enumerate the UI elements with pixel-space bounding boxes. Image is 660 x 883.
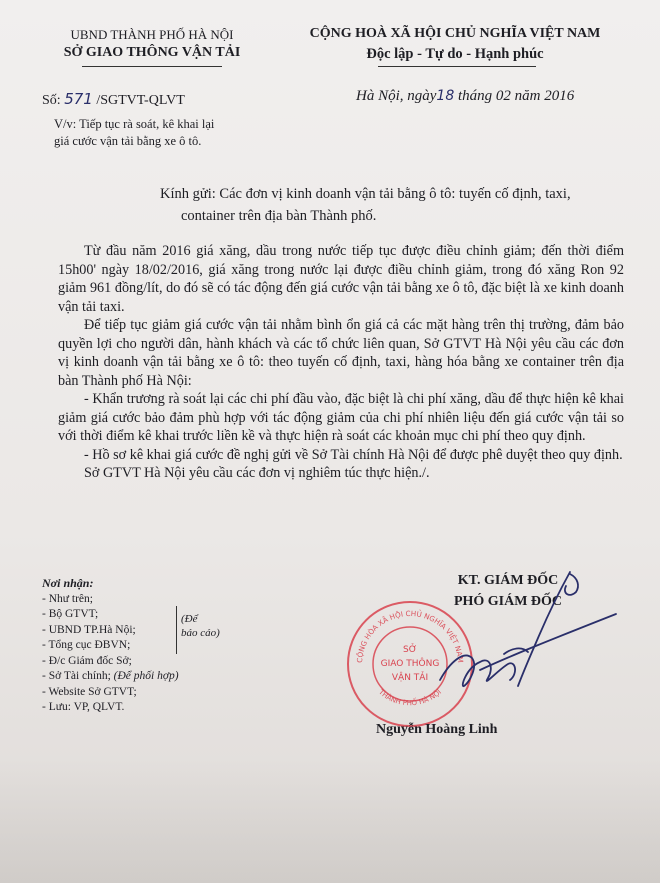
body-paragraph: - Khẩn trương rà soát lại các chi phí đầu vào, đặc biệt là chi phí xăng, dầu để thực hiện kê khai giảm giá cước bảo đảm phù hợp với tác động giảm của chi phí nhiên liệu đến giá cước vận tải so với thời điểm kê khai trước liền kề và thực hiện rà soát các khoản mục chi phí theo quy định. — [58, 391, 624, 444]
body-paragraph: Sở GTVT Hà Nội yêu cầu các đơn vị nghiêm túc thực hiện./. — [84, 465, 430, 481]
recipient-line-2: container trên địa bàn Thành phố. — [181, 208, 377, 224]
date-prefix: Hà Nội, ngày — [356, 88, 437, 104]
agency-name: SỞ GIAO THÔNG VẬN TẢI — [63, 45, 241, 60]
photo-shadow — [0, 760, 660, 883]
number-handwritten: 571 — [64, 90, 93, 108]
stamp-center-line-2: GIAO THÔNG — [380, 659, 440, 669]
issuing-agency — [42, 26, 262, 62]
report-note-line-1: (Để — [181, 613, 198, 625]
recipient-item: - Tổng cục ĐBVN; — [42, 639, 131, 651]
recipient-item: - Bộ GTVT; — [42, 608, 99, 620]
signatory-title-line-1: KT. GIÁM ĐỐC — [457, 573, 559, 588]
letter-body — [58, 242, 624, 483]
recipient-item: - UBND TP.Hà Nội; — [42, 623, 136, 636]
recipients-list — [42, 576, 282, 716]
number-prefix: Số: — [42, 93, 61, 108]
stamp-center-line-3: VẬN TẢI — [391, 673, 429, 683]
recipient-item — [42, 669, 282, 685]
subject-line — [54, 116, 284, 150]
recipient-item: - Website Sở GTVT; — [42, 685, 137, 698]
recipient-item: - Như trên; — [42, 592, 93, 605]
body-paragraph: Từ đầu năm 2016 giá xăng, dầu trong nước tiếp tục được điều chỉnh giảm; đến thời điểm 15h00' ngày 18/02/2016, giá xăng trong nước lại được điều chỉnh giảm, trong đó xăng Ron 92 giảm 961 đồng/lít, do đó sẽ có tác động đến giá cước vận tải bằng xe ô tô, đặc biệt là xe kinh doanh vận tải taxi. — [58, 243, 624, 315]
agency-underline — [82, 66, 222, 67]
national-header — [300, 24, 610, 64]
recipient-line-1: Kính gửi: Các đơn vị kinh doanh vận tải bằng ô tô: tuyến cố định, taxi, — [160, 186, 571, 202]
stamp-ring-text: CỘNG HÒA XÃ HỘI CHỦ NGHĨA VIỆT NAM — [354, 608, 466, 664]
national-title: CỘNG HOÀ XÃ HỘI CHỦ NGHĨA VIỆT NAM — [309, 26, 601, 41]
national-motto: Độc lập - Tự do - Hạnh phúc — [366, 46, 544, 62]
report-note — [181, 612, 221, 640]
signatory-title-line-2: PHÓ GIÁM ĐỐC — [453, 594, 563, 609]
signer-name: Nguyễn Hoàng Linh — [376, 722, 498, 737]
date-day-handwritten: 18 — [436, 88, 455, 104]
issue-date — [356, 88, 574, 105]
subject-line-2: giá cước vận tải bằng xe ô tô. — [54, 134, 202, 148]
subject-line-1: V/v: Tiếp tục rà soát, kê khai lại — [54, 117, 215, 131]
number-suffix: /SGTVT-QLVT — [96, 93, 185, 108]
date-suffix: tháng 02 năm 2016 — [458, 88, 575, 104]
motto-underline — [378, 66, 536, 67]
stamp-bottom-text: THÀNH PHỐ HÀ NỘI — [377, 688, 443, 708]
body-paragraph: Để tiếp tục giảm giá cước vận tải nhằm bình ổn giá cả các mặt hàng trên thị trường, đảm bảo quyền lợi cho người dân, hành khách và các tổ chức liên quan, Sở GTVT Hà Nội yêu cầu các đơn vị kinh doanh vận tải bằng xe ô tô: theo tuyến cố định, taxi, hàng hóa bằng xe container trên địa bàn Thành phố Hà Nội: — [58, 317, 624, 389]
recipient-item: - Lưu: VP, QLVT. — [42, 701, 125, 713]
document-number — [42, 90, 185, 109]
coordination-note: (Để phối hợp) — [113, 670, 179, 682]
agency-parent: UBND THÀNH PHỐ HÀ NỘI — [70, 27, 234, 42]
stamp-center-line-1: SỞ — [403, 645, 417, 655]
recipient-item-text: - Sở Tài chính; — [42, 670, 111, 682]
recipients-title: Nơi nhận: — [42, 576, 94, 590]
recipient-item: - Đ/c Giám đốc Sở; — [42, 654, 132, 667]
handwritten-signature — [420, 570, 620, 720]
report-note-line-2: báo cáo) — [181, 627, 220, 639]
body-paragraph: - Hồ sơ kê khai giá cước đề nghị gửi về Sở Tài chính Hà Nội để được phê duyệt theo quy định. — [84, 446, 623, 463]
recipient-block — [160, 183, 600, 227]
